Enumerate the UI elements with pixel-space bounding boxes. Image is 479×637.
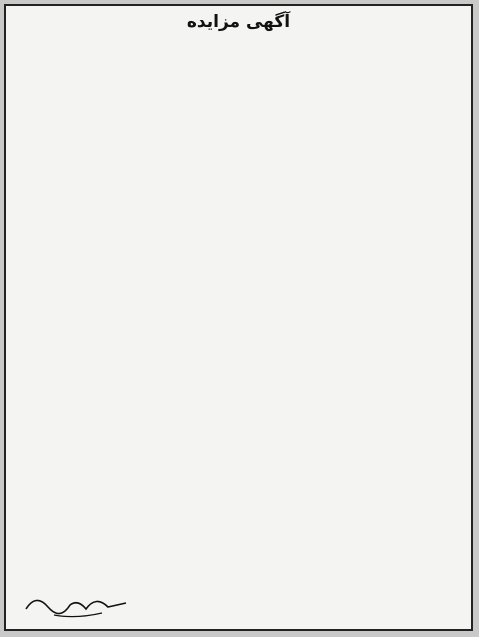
signature-block (16, 585, 166, 625)
auction-notice (4, 4, 473, 631)
signature-mark (16, 585, 166, 625)
notice-title: آگهی مزایده (186, 12, 291, 32)
